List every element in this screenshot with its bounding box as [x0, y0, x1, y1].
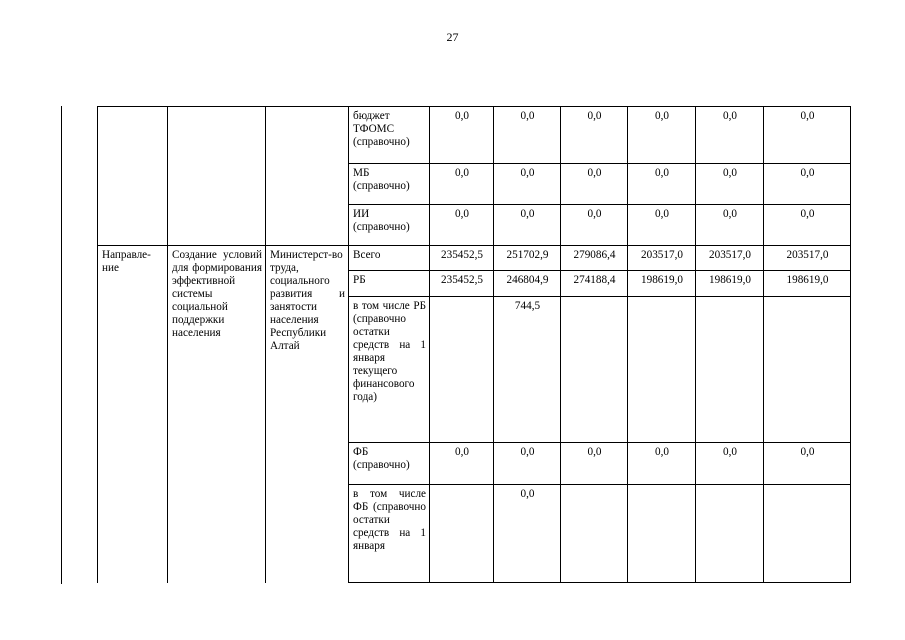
value-cell: 0,0 [494, 164, 561, 205]
value-cell [628, 297, 696, 443]
value-cell: 203517,0 [764, 246, 851, 271]
value-cell: 0,0 [494, 485, 561, 583]
value-cell: 0,0 [628, 164, 696, 205]
budget-table [97, 106, 851, 583]
value-cell: 198619,0 [628, 271, 696, 297]
value-cell: 0,0 [494, 443, 561, 485]
value-cell: 279086,4 [561, 246, 628, 271]
value-cell: 0,0 [494, 205, 561, 246]
value-cell: 0,0 [561, 205, 628, 246]
value-cell: 0,0 [628, 205, 696, 246]
value-cell: 0,0 [561, 107, 628, 164]
table-row [98, 107, 851, 164]
type-cell-empty [98, 107, 168, 246]
value-cell: 0,0 [494, 107, 561, 164]
value-cell: 0,0 [430, 164, 494, 205]
source-cell: ИИ (справочно) [349, 205, 430, 246]
value-cell: 246804,9 [494, 271, 561, 297]
value-cell [764, 297, 851, 443]
value-cell [628, 485, 696, 583]
value-cell [430, 297, 494, 443]
value-cell: 0,0 [696, 164, 764, 205]
left-border-rule [61, 106, 62, 584]
source-cell: в том числе РБ (справочно остатки средств на 1 января текущего финансового года) [349, 297, 430, 443]
value-cell: 0,0 [696, 443, 764, 485]
value-cell: 0,0 [561, 164, 628, 205]
value-cell: 0,0 [430, 205, 494, 246]
value-cell [561, 485, 628, 583]
value-cell [561, 297, 628, 443]
value-cell: 0,0 [561, 443, 628, 485]
value-cell: 0,0 [764, 443, 851, 485]
value-cell: 235452,5 [430, 246, 494, 271]
source-cell: МБ (справочно) [349, 164, 430, 205]
value-cell: 0,0 [764, 107, 851, 164]
source-cell: бюджет ТФОМС (справочно) [349, 107, 430, 164]
value-cell: 0,0 [430, 443, 494, 485]
value-cell: 0,0 [628, 107, 696, 164]
page-number: 27 [446, 30, 459, 44]
value-cell: 744,5 [494, 297, 561, 443]
value-cell: 274188,4 [561, 271, 628, 297]
source-cell: в том числе ФБ (справочно остатки средств на 1 января [349, 485, 430, 583]
value-cell [696, 297, 764, 443]
table-row [98, 246, 851, 271]
value-cell: 0,0 [696, 107, 764, 164]
value-cell: 235452,5 [430, 271, 494, 297]
value-cell: 198619,0 [764, 271, 851, 297]
value-cell: 0,0 [764, 205, 851, 246]
source-cell: РБ [349, 271, 430, 297]
value-cell: 0,0 [628, 443, 696, 485]
value-cell: 0,0 [696, 205, 764, 246]
executor-cell: Министерст-во труда, социального развития и занятости населения Республики Алтай [266, 246, 349, 583]
executor-cell-empty [266, 107, 349, 246]
value-cell: 203517,0 [628, 246, 696, 271]
value-cell: 251702,9 [494, 246, 561, 271]
value-cell: 198619,0 [696, 271, 764, 297]
value-cell: 0,0 [764, 164, 851, 205]
value-cell: 0,0 [430, 107, 494, 164]
value-cell [430, 485, 494, 583]
source-cell: ФБ (справочно) [349, 443, 430, 485]
value-cell [696, 485, 764, 583]
name-cell: Создание условий для формирования эффективной системы социальной поддержки населения [168, 246, 266, 583]
value-cell [764, 485, 851, 583]
type-cell: Направле-ние [98, 246, 168, 583]
name-cell-empty [168, 107, 266, 246]
value-cell: 203517,0 [696, 246, 764, 271]
source-cell: Всего [349, 246, 430, 271]
